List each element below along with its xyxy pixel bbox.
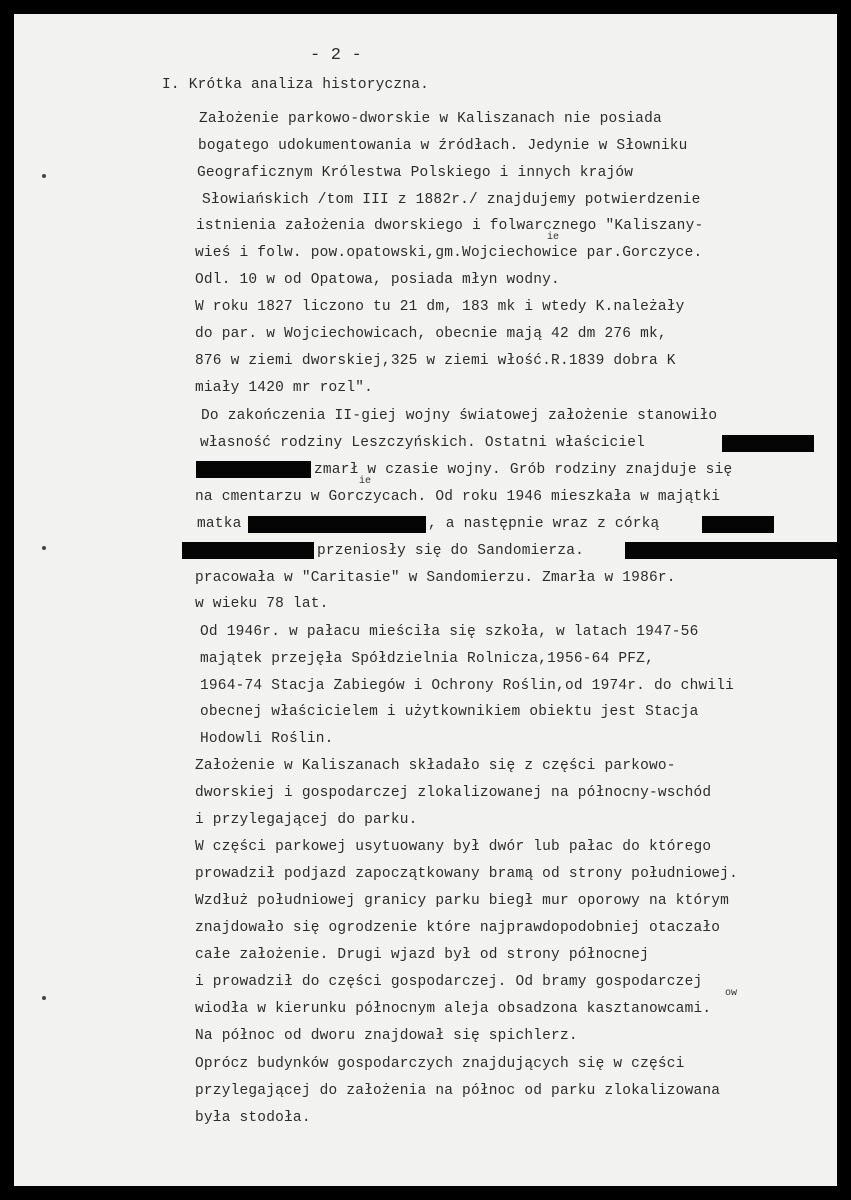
- handwritten-correction: ie: [359, 476, 372, 487]
- text-line: i prowadził do części gospodarczej. Od bramy gospodarczej: [195, 974, 703, 990]
- margin-dot: [42, 174, 46, 178]
- text-line: Założenie w Kaliszanach składało się z części parkowo-: [195, 758, 676, 774]
- text-line: przylegającej do założenia na północ od parku zlokalizowana: [195, 1083, 721, 1099]
- text-line: Hodowli Roślin.: [200, 731, 334, 747]
- text-line: własność rodziny Leszczyńskich. Ostatni właściciel: [200, 435, 646, 451]
- redaction-bar: [196, 461, 311, 478]
- text-line: całe założenie. Drugi wjazd był od strony północnej: [195, 947, 649, 963]
- text-line: na cmentarzu w Gorczycach. Od roku 1946 mieszkała w majątki: [195, 489, 721, 505]
- text-line: obecnej właścicielem i użytkownikiem obiektu jest Stacja: [200, 704, 699, 720]
- handwritten-correction: ie: [547, 232, 560, 243]
- text-line: wiodła w kierunku północnym aleja obsadzona kasztanowcami.: [195, 1001, 712, 1017]
- text-line: w wieku 78 lat.: [195, 596, 329, 612]
- redaction-bar: [702, 516, 774, 533]
- text-line: istnienia założenia dworskiego i folwarcznego "Kaliszany-: [196, 218, 704, 234]
- text-line: do par. w Wojciechowicach, obecnie mają 42 dm 276 mk,: [195, 326, 667, 342]
- redaction-bar: [722, 435, 814, 452]
- handwritten-correction: ow: [725, 988, 738, 999]
- text-line: 876 w ziemi dworskiej,325 w ziemi włość.R.1839 dobra K: [195, 353, 676, 369]
- text-line: była stodoła.: [195, 1110, 311, 1126]
- text-line: Oprócz budynków gospodarczych znajdujących się w części: [195, 1056, 685, 1072]
- redaction-bar: [248, 516, 426, 533]
- redaction-bar: [625, 542, 837, 559]
- text-line: matka: [197, 516, 242, 532]
- text-line: Do zakończenia II-giej wojny światowej założenie stanowiło: [201, 408, 718, 424]
- text-line: Słowiańskich /tom III z 1882r./ znajdujemy potwierdzenie: [202, 192, 701, 208]
- text-line: Geograficznym Królestwa Polskiego i innych krajów: [197, 165, 634, 181]
- text-line: Założenie parkowo-dworskie w Kaliszanach nie posiada: [199, 111, 662, 127]
- text-line: bogatego udokumentowania w źródłach. Jedynie w Słowniku: [198, 138, 688, 154]
- text-line: wieś i folw. pow.opatowski,gm.Wojciechowice par.Gorczyce.: [195, 245, 703, 261]
- text-line: , a następnie wraz z córką: [428, 516, 660, 532]
- text-line: prowadził podjazd zapoczątkowany bramą od strony południowej.: [195, 866, 738, 882]
- text-line: Odl. 10 w od Opatowa, posiada młyn wodny.: [195, 272, 560, 288]
- text-line: W roku 1827 liczono tu 21 dm, 183 mk i wtedy K.należały: [195, 299, 685, 315]
- page-number: - 2 -: [310, 46, 363, 65]
- document-page: [14, 14, 837, 1186]
- text-line: majątek przejęła Spółdzielnia Rolnicza,1956-64 PFZ,: [200, 651, 654, 667]
- text-line: Od 1946r. w pałacu mieściła się szkoła, w latach 1947-56: [200, 624, 699, 640]
- text-line: miały 1420 mr rozl".: [195, 380, 374, 396]
- section-heading: I. Krótka analiza historyczna.: [162, 77, 430, 93]
- margin-dot: [42, 996, 46, 1000]
- redaction-bar: [182, 542, 314, 559]
- text-line: zmarł w czasie wojny. Grób rodziny znajduje się: [314, 462, 733, 478]
- text-line: i przylegającej do parku.: [195, 812, 418, 828]
- text-line: Wzdłuż południowej granicy parku biegł mur oporowy na którym: [195, 893, 730, 909]
- text-line: dworskiej i gospodarczej zlokalizowanej na północny-wschód: [195, 785, 712, 801]
- text-line: W części parkowej usytuowany był dwór lub pałac do którego: [195, 839, 712, 855]
- margin-dot: [42, 546, 46, 550]
- text-line: 1964-74 Stacja Zabiegów i Ochrony Roślin,od 1974r. do chwili: [200, 678, 735, 694]
- text-line: pracowała w "Caritasie" w Sandomierzu. Zmarła w 1986r.: [195, 570, 676, 586]
- text-line: przeniosły się do Sandomierza.: [317, 543, 585, 559]
- text-line: znajdowało się ogrodzenie które najprawdopodobniej otaczało: [195, 920, 721, 936]
- text-line: Na północ od dworu znajdował się spichlerz.: [195, 1028, 578, 1044]
